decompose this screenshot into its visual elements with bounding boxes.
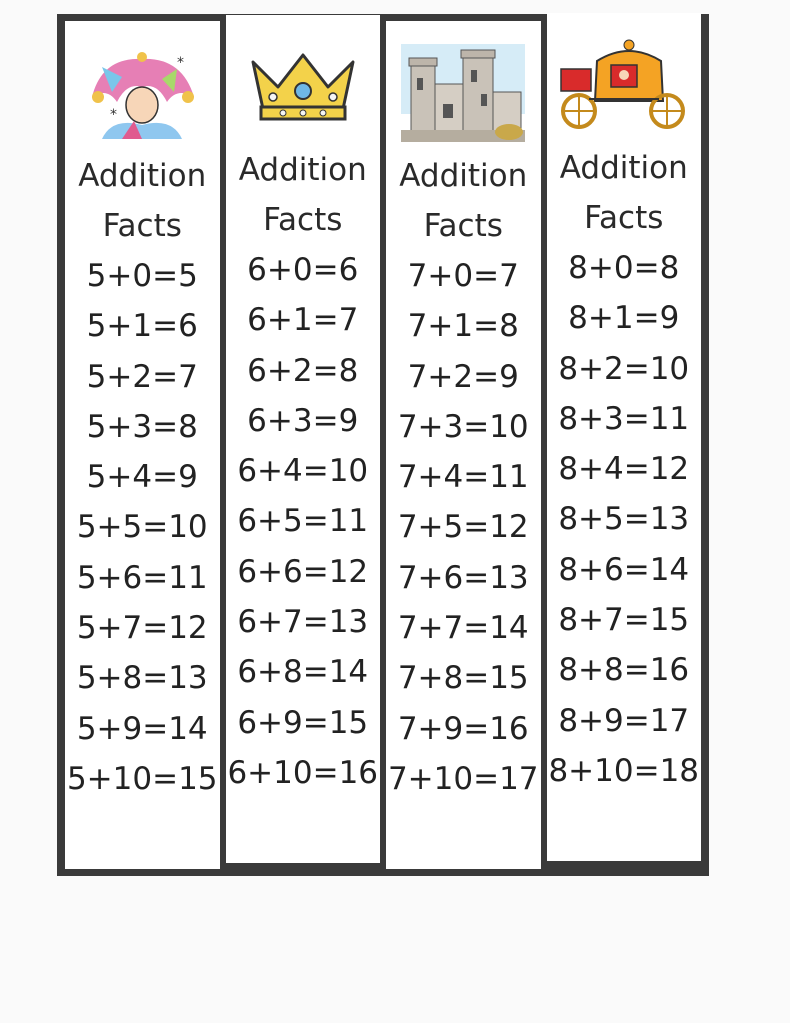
- fact: 6+5=11: [237, 503, 369, 540]
- fact: 5+9=14: [76, 710, 208, 747]
- bookmark-eights: [547, 13, 702, 861]
- fact: 7+4=11: [397, 459, 529, 496]
- facts-list: [67, 251, 218, 804]
- fact: 6+4=10: [237, 453, 369, 490]
- fact: 8+0=8: [568, 250, 680, 286]
- fact: 5+6=11: [76, 559, 208, 596]
- castle-icon: [398, 43, 528, 143]
- fact: 6+8=14: [237, 654, 369, 691]
- fact: 8+5=13: [558, 501, 690, 538]
- fact: 7+6=13: [397, 559, 529, 596]
- fact: 5+1=6: [86, 308, 198, 345]
- facts-list: [548, 243, 699, 796]
- fact: 8+2=10: [558, 350, 690, 387]
- heading-line-2: Facts: [423, 208, 503, 244]
- bookmark-sixes: [226, 15, 381, 863]
- fact: 8+3=11: [558, 400, 690, 437]
- column-heading: [239, 145, 367, 245]
- fact: 5+3=8: [86, 408, 198, 445]
- bookmark-sevens: [386, 21, 541, 869]
- fact: 6+2=8: [247, 352, 359, 389]
- fact: 7+8=15: [397, 660, 529, 697]
- fact: 6+7=13: [237, 604, 369, 641]
- svg-text:*: *: [177, 55, 185, 71]
- fact: 8+10=18: [548, 752, 700, 789]
- heading-line-2: Facts: [263, 202, 343, 238]
- bookmark-sheet: [57, 14, 709, 876]
- fact: 5+8=13: [76, 660, 208, 697]
- heading-line-2: Facts: [584, 200, 664, 236]
- fact: 5+2=7: [86, 358, 198, 395]
- heading-line-1: Addition: [559, 150, 688, 186]
- fact: 6+1=7: [247, 302, 359, 339]
- column-heading: [560, 143, 688, 243]
- crown-icon: [238, 37, 368, 137]
- fact: 5+0=5: [86, 258, 198, 294]
- fact: 6+10=16: [227, 754, 379, 791]
- fact: 5+4=9: [86, 459, 198, 496]
- fact: 6+3=9: [247, 402, 359, 439]
- bookmark-fives: [65, 21, 220, 869]
- svg-text:*: *: [110, 107, 118, 123]
- facts-list: [227, 245, 378, 798]
- column-heading: [78, 151, 206, 251]
- fact: 7+3=10: [397, 408, 529, 445]
- fact: 8+6=14: [558, 551, 690, 588]
- fact: 5+10=15: [66, 760, 218, 797]
- fact: 8+1=9: [568, 300, 680, 337]
- fact: 6+9=15: [237, 704, 369, 741]
- heading-line-1: Addition: [238, 152, 367, 188]
- fact: 8+4=12: [558, 451, 690, 488]
- fact: 5+7=12: [76, 610, 208, 647]
- fact: 6+0=6: [247, 252, 359, 288]
- fact: 7+7=14: [397, 610, 529, 647]
- facts-list: [388, 251, 539, 804]
- fact: 7+5=12: [397, 509, 529, 546]
- fact: 7+1=8: [407, 308, 519, 345]
- fact: 7+0=7: [407, 258, 519, 294]
- heading-line-1: Addition: [399, 158, 528, 194]
- heading-line-1: Addition: [78, 158, 207, 194]
- fact: 6+6=12: [237, 553, 369, 590]
- fact: 7+10=17: [387, 760, 539, 797]
- carriage-icon: [559, 35, 689, 135]
- column-heading: [399, 151, 527, 251]
- fact: 7+9=16: [397, 710, 529, 747]
- fact: 8+9=17: [558, 702, 690, 739]
- fact: 7+2=9: [407, 358, 519, 395]
- fact: 5+5=10: [76, 509, 208, 546]
- fact: 8+8=16: [558, 652, 690, 689]
- jester-icon: [77, 43, 207, 143]
- heading-line-2: Facts: [102, 208, 182, 244]
- fact: 8+7=15: [558, 602, 690, 639]
